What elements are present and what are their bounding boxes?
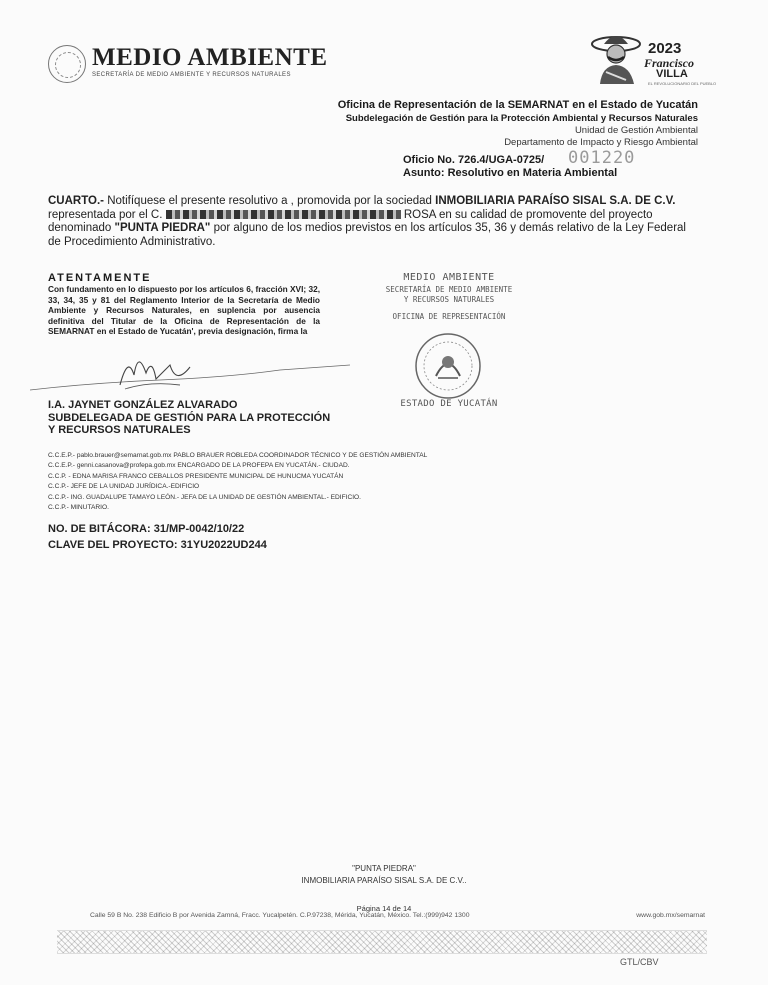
office-line-4: Departamento de Impacto y Riesgo Ambiental xyxy=(504,137,698,148)
villa-year: 2023 xyxy=(648,40,682,57)
signer-name: I.A. JAYNET GONZÁLEZ ALVARADO xyxy=(48,399,238,411)
legal-basis-text: Con fundamento en lo dispuesto por los artículos 6, fracción XVI; 32, 33, 34, 35 y 81 del Reglamento Interior de la Secretaría de Medio Ambiente y Recursos Naturales, en suplencia por ausencia definitiva del Titular de la Oficina de Representación de la SEMARNAT en el Estado de Yucatán', previa designación, firma la xyxy=(48,284,320,337)
villa-surname: VILLA xyxy=(656,68,688,80)
paragraph-text-4: en su calidad de promovente del proyecto denominado xyxy=(48,208,653,235)
office-line-2: Subdelegación de Gestión para la Protección Ambiental y Recursos Naturales xyxy=(345,113,698,124)
reference-block xyxy=(48,521,267,553)
resolution-paragraph xyxy=(48,195,698,249)
company-name: INMOBILIARIA PARAÍSO SISAL S.A. DE C.V. xyxy=(435,195,676,207)
signer-role-1: SUBDELEGADA DE GESTIÓN PARA LA PROTECCIÓN xyxy=(48,411,331,424)
office-line-3: Unidad de Gestión Ambiental xyxy=(574,125,698,136)
project-key: CLAVE DEL PROYECTO: 31YU2022UD244 xyxy=(48,539,267,551)
paragraph-text-2: representada por el C. xyxy=(48,208,163,221)
page-number: Página 14 de 14 xyxy=(356,904,412,913)
paragraph-text-3: ROSA xyxy=(403,208,436,221)
footer-address-line xyxy=(90,912,705,919)
national-seal-icon xyxy=(48,45,86,83)
ccp-item: C.C.E.P.- pablo.brauer@semarnat.gob.mx PABLO BRAUER ROBLEDA COORDINADOR TÉCNICO Y DE GESTIÓN AMBIENTAL xyxy=(48,452,428,459)
author-initials: GTL/CBV xyxy=(620,957,659,967)
footer-pattern-band xyxy=(57,930,707,954)
redacted-name xyxy=(166,210,401,219)
ccp-item: C.C.P.- ING. GUADALUPE TAMAYO LEÓN.- JEFA DE LA UNIDAD DE GESTIÓN AMBIENTAL.- EDIFICIO. xyxy=(48,493,362,501)
signer-block xyxy=(48,399,330,437)
oficio-label: Oficio No. 726.4/UGA-0725/ xyxy=(403,154,545,166)
agency-logo-subtitle: SECRETARÍA DE MEDIO AMBIENTE Y RECURSOS NATURALES xyxy=(92,72,291,78)
footer-website: www.gob.mx/semarnat xyxy=(636,912,705,919)
ccp-item: C.C.E.P.- genni.casanova@profepa.gob.mx ENCARGADO DE LA PROFEPA EN YUCATÁN.- CIUDAD. xyxy=(48,462,350,470)
ccp-item: C.C.P.- JEFE DE LA UNIDAD JURÍDICA.-EDIFICIO xyxy=(48,483,200,491)
villa-caption: EL REVOLUCIONARIO DEL PUEBLO xyxy=(648,81,717,86)
villa-name: Francisco xyxy=(644,56,695,70)
footer-project: "PUNTA PIEDRA" xyxy=(352,864,416,873)
project-name: "PUNTA PIEDRA" xyxy=(114,222,211,235)
handwritten-signature xyxy=(30,345,350,405)
ccp-item: C.C.P. - EDNA MARISA FRANCO CEBALLOS PRESIDENTE MUNICIPAL DE HUNUCMA YUCATÁN xyxy=(48,472,344,480)
agency-logo-title: MEDIO AMBIENTE xyxy=(92,44,328,71)
paragraph-text-1: Notifíquese el presente resolutivo a , promovida por la sociedad xyxy=(104,195,436,207)
closing-atentamente: ATENTAMENTE xyxy=(48,272,152,284)
oficio-stamped-number: 001220 xyxy=(568,148,636,168)
office-line-1: Oficina de Representación de la SEMARNAT en el Estado de Yucatán xyxy=(337,99,698,111)
asunto-line: Asunto: Resolutivo en Materia Ambiental xyxy=(403,167,618,179)
stamp-subtitle-1: SECRETARÍA DE MEDIO AMBIENTE xyxy=(385,285,513,294)
stamp-office: OFICINA DE REPRESENTACIÓN xyxy=(392,312,506,321)
francisco-villa-portrait-icon xyxy=(590,30,646,86)
bitacora-number: NO. DE BITÁCORA: 31/MP-0042/10/22 xyxy=(48,523,245,535)
stamp-subtitle-2: Y RECURSOS NATURALES xyxy=(403,295,495,304)
paragraph-lead: CUARTO.- xyxy=(48,195,105,207)
signer-role-2: Y RECURSOS NATURALES xyxy=(48,424,191,436)
footer-company: INMOBILIARIA PARAÍSO SISAL S.A. DE C.V.. xyxy=(301,876,467,885)
stamp-title: MEDIO AMBIENTE xyxy=(403,272,495,283)
ccp-list xyxy=(48,451,427,513)
paragraph-text-5: por alguno de los medios previstos en los artículos 35, 36 y demás relativo de la Ley Federal de Procedimiento Administrativo. xyxy=(48,222,686,248)
footer-address: Calle 59 B No. 238 Edificio B por Avenida Zamná, Fracc. Yucalpetén. C.P.97238, Mérida, Yucatán, México. Tel.:(999)942 1300 xyxy=(90,912,470,919)
coat-of-arms-seal-icon xyxy=(414,332,482,400)
stamp-state: ESTADO DE YUCATÁN xyxy=(400,399,498,409)
ccp-item: C.C.P.- MINUTARIO. xyxy=(48,504,109,512)
